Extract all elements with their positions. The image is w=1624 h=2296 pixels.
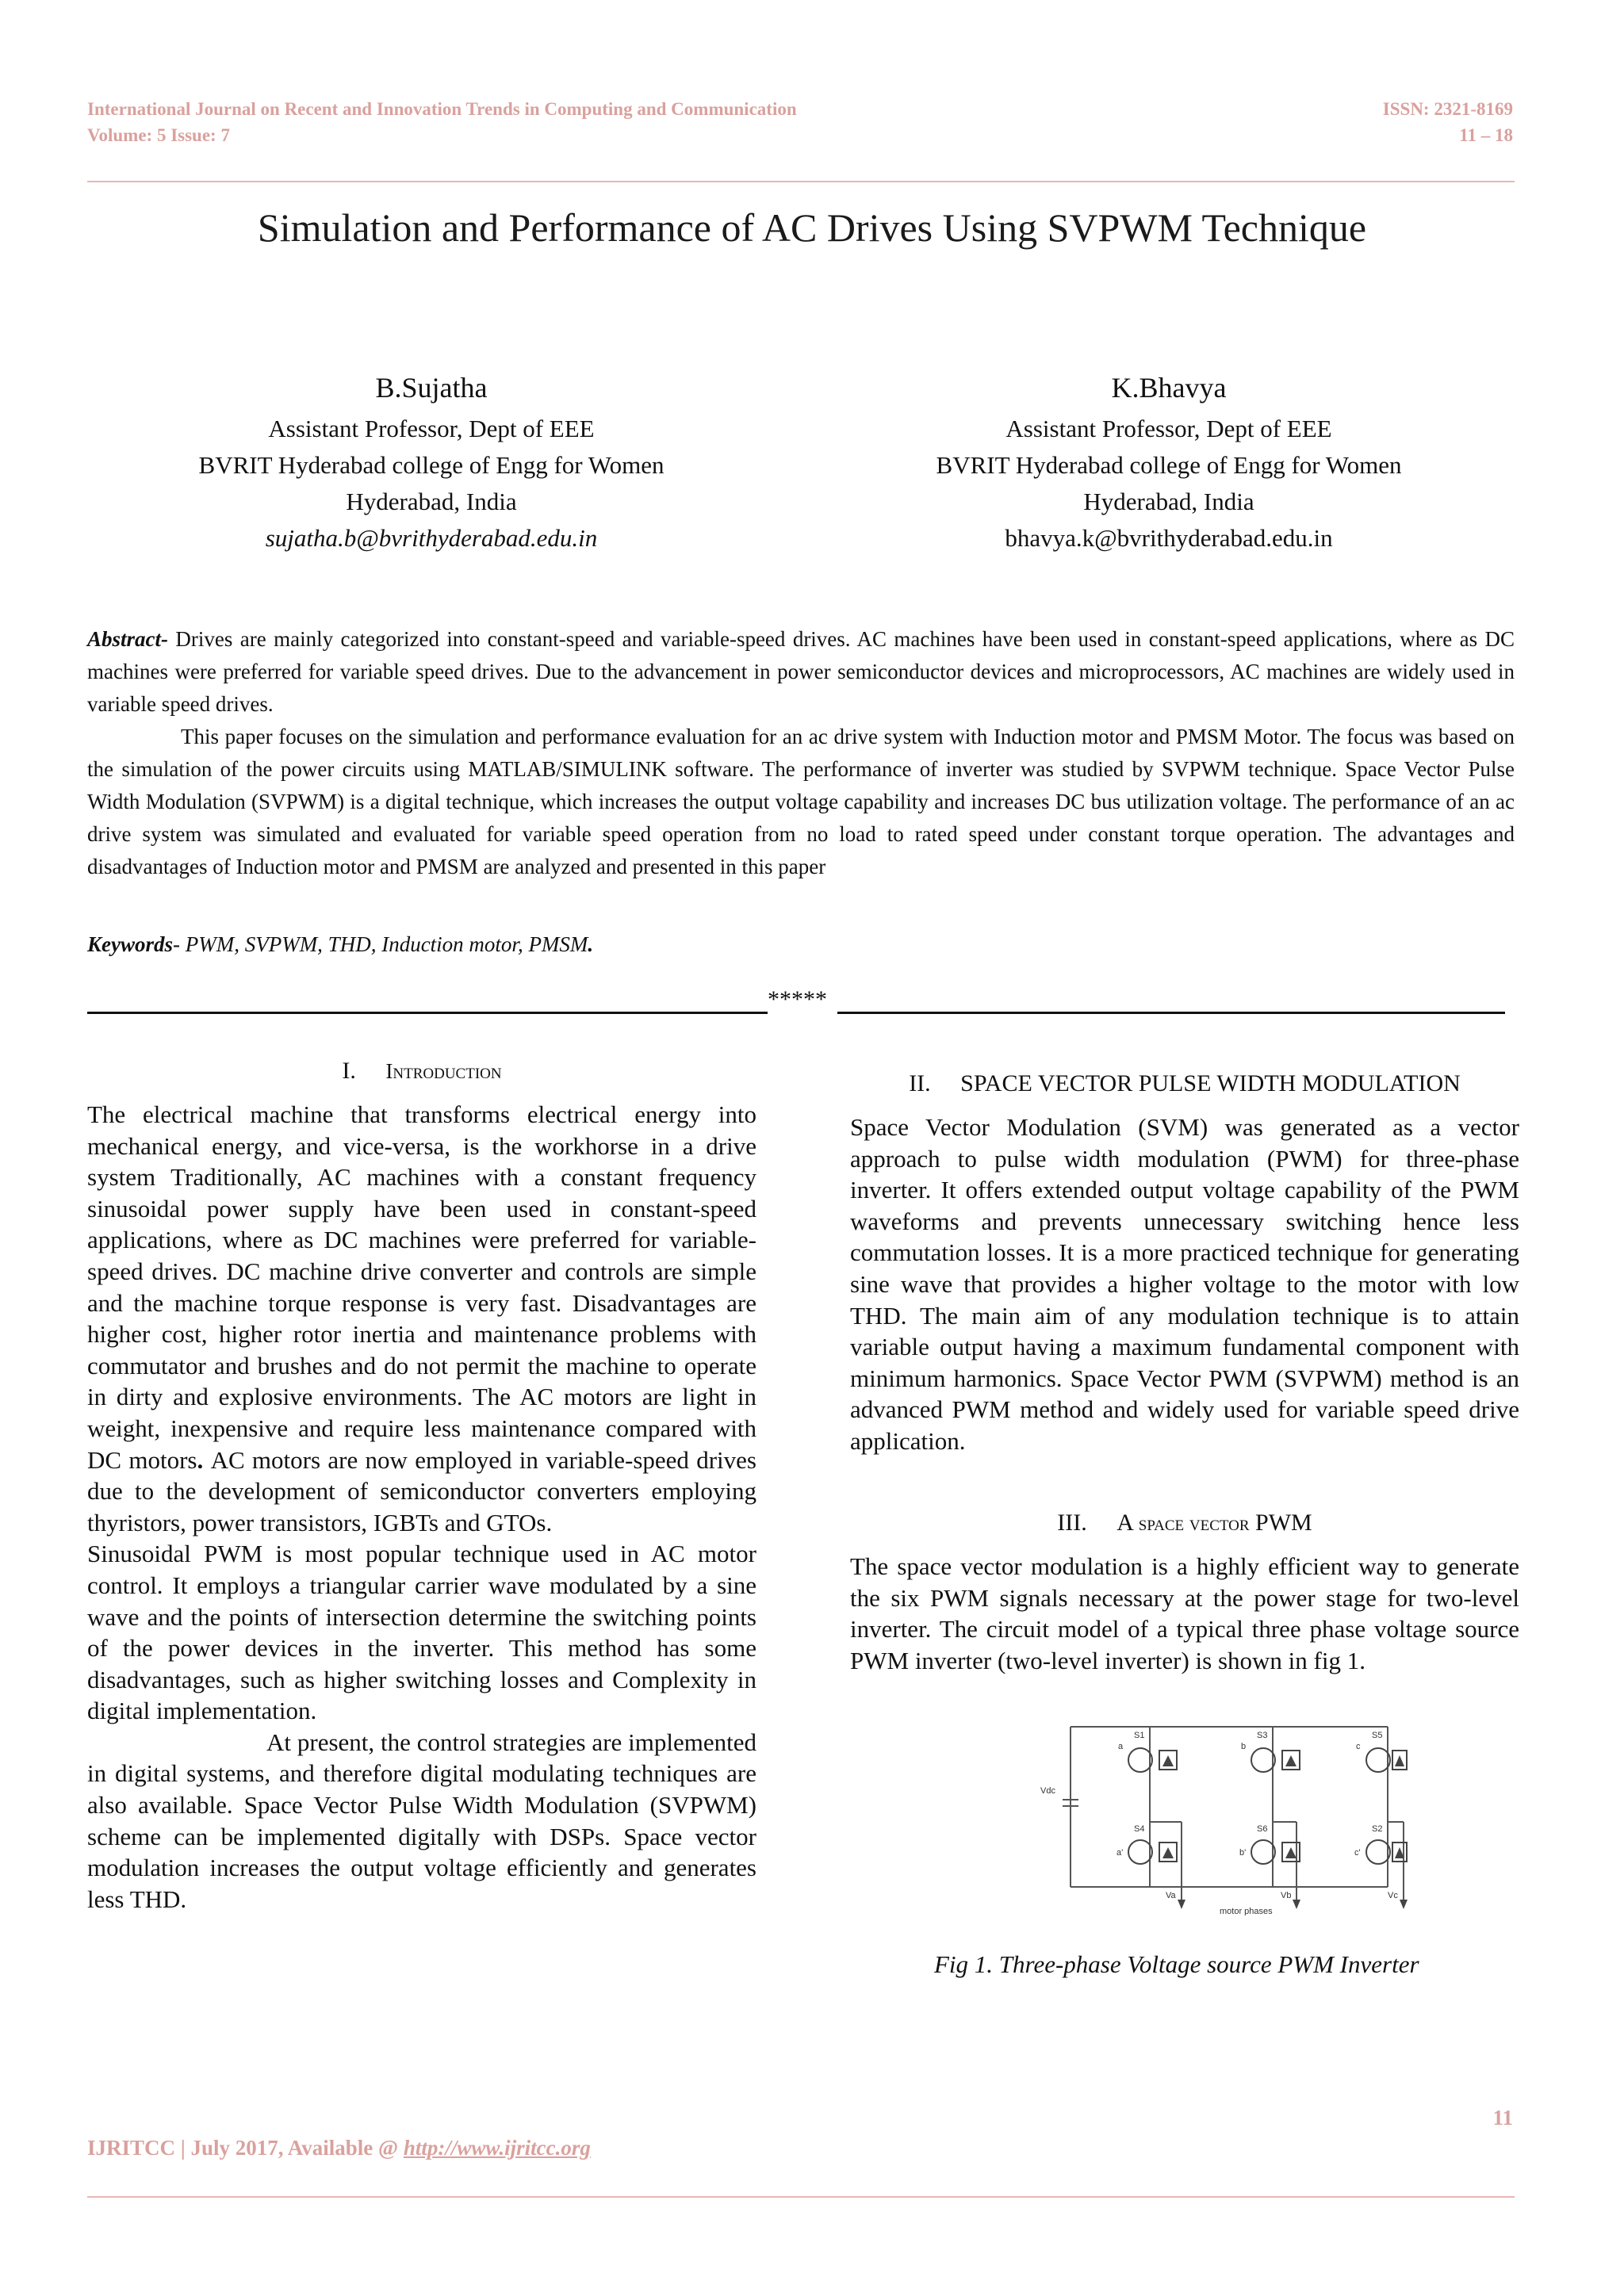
section-heading-space-vector-pwm — [850, 1510, 1519, 1536]
author-affiliation: BVRIT Hyderabad college of Engg for Women — [198, 451, 665, 479]
label-s2: S2 — [1372, 1824, 1383, 1834]
separator-line-left — [87, 1012, 768, 1014]
abstract-paragraph-1 — [87, 623, 1515, 721]
label-s4: S4 — [1134, 1824, 1145, 1834]
label-a-prime: a' — [1116, 1848, 1124, 1858]
intro-paragraph-1 — [87, 1099, 756, 1538]
intro-text-1a: The electrical machine that transforms electrical energy into mechanical energy, and vice-versa, is the workhorse in a drive system Traditionally, AC machines with a constant frequency sinusoidal power supply have been used in constant-speed applications, where as DC machines were preferred for variable-speed drives. DC machine drive converter and controls are simple and the machine torque response is very fast. Disadvantages are higher cost, higher rotor inertia and maintenance problems with commutator and brushes and do not permit the machine to operate in dirty and explosive environments. The AC motors are light in weight, inexpensive and require less maintenance compared with DC motors — [87, 1100, 756, 1474]
introduction-body — [87, 1099, 756, 1915]
label-s1: S1 — [1134, 1731, 1145, 1740]
label-motor-phases: motor phases — [1220, 1907, 1273, 1915]
author-email[interactable]: sujatha.b@bvrithyderabad.edu.in — [265, 524, 598, 552]
author-location: Hyderabad, India — [346, 488, 517, 515]
intro-paragraph-3: At present, the control strategies are implemented in digital systems, and therefore digital modulating techniques are also available. Space Vector Pulse Width Modulation (SVPWM) scheme can be implemented digitally with DSPs. Space vector modulation increases the output voltage efficiently and generates less THD. — [87, 1728, 756, 1913]
section-heading-svpwm — [850, 1070, 1519, 1097]
intro-bold-period: . — [197, 1445, 211, 1474]
label-s5: S5 — [1372, 1731, 1383, 1740]
label-vb: Vb — [1281, 1891, 1292, 1900]
label-a: a — [1118, 1742, 1124, 1751]
keywords-label: Keywords — [87, 932, 173, 956]
label-s6: S6 — [1257, 1824, 1268, 1834]
volume-issue: Volume: 5 Issue: 7 — [87, 125, 230, 145]
author-position: Assistant Professor, Dept of EEE — [1005, 415, 1332, 442]
label-b-prime: b' — [1239, 1848, 1247, 1858]
svpwm-paragraph-1: Space Vector Modulation (SVM) was generated as a vector approach to pulse width modulation (PWM) for three-phase inverter. It offers extended output voltage capability of the PWM waveforms and prevents unnecessary switching hence less commutation losses. It is a more practiced technique for generating sine wave that provides a higher voltage to the motor with low THD. The main aim of any modulation technique is to attain variable output having a maximum fundamental component with minimum harmonics. Space Vector PWM (SVPWM) method is an advanced PWM method and widely used for variable speed drive application. — [850, 1113, 1519, 1455]
author-block-2 — [796, 365, 1542, 557]
author-block-1 — [59, 365, 804, 557]
author-email[interactable]: bhavya.k@bvrithyderabad.edu.in — [1005, 524, 1333, 552]
author-name: B.Sujatha — [375, 372, 488, 404]
footer-rule — [87, 2196, 1515, 2198]
keywords-text: - PWM, SVPWM, THD, Induction motor, PMSM — [173, 932, 588, 956]
abstract-label: Abstract- — [87, 627, 169, 651]
author-affiliation: BVRIT Hyderabad college of Engg for Women — [936, 451, 1402, 479]
label-va: Va — [1166, 1891, 1176, 1900]
page-number: 11 — [1492, 2106, 1513, 2130]
paper-title: Simulation and Performance of AC Drives Using SVPWM Technique — [257, 205, 1367, 250]
space-vector-body — [850, 1551, 1519, 1676]
footer-text — [87, 2136, 591, 2160]
section-title: SPACE VECTOR PULSE WIDTH MODULATION — [960, 1070, 1461, 1096]
section-heading-introduction — [87, 1058, 756, 1085]
inverter-circuit-figure — [1039, 1711, 1411, 1915]
footer-link[interactable]: http://www.ijritcc.org — [403, 2136, 591, 2160]
author-location: Hyderabad, India — [1083, 488, 1254, 515]
section-title: Introduction — [385, 1059, 502, 1083]
abstract — [87, 623, 1515, 883]
section-number: II. — [909, 1070, 931, 1096]
figure-caption: Fig 1. Three-phase Voltage source PWM Inverter — [934, 1950, 1419, 1978]
footer-label: IJRITCC | July 2017, Available @ — [87, 2136, 404, 2160]
label-vc: Vc — [1388, 1891, 1398, 1900]
header-rule — [87, 181, 1515, 182]
label-s3: S3 — [1257, 1731, 1268, 1740]
author-position: Assistant Professor, Dept of EEE — [268, 415, 595, 442]
intro-paragraph-2: Sinusoidal PWM is most popular technique used in AC motor control. It employs a triangular carrier wave modulated by a sine wave and the points of intersection determine the switching points of the power devices in the inverter. This method has some disadvantages, such as higher switching losses and Complexity in digital implementation. — [87, 1540, 756, 1725]
separator-line-right — [837, 1012, 1505, 1014]
page-range: 11 – 18 — [1459, 125, 1513, 145]
intro-text-1c: AC motors are now employed in variable-speed drives due to the development of semiconductor converters employing thyristors, power transistors, IGBTs and GTOs. — [87, 1445, 756, 1536]
abstract-paragraph-2: This paper focuses on the simulation and performance evaluation for an ac drive system with Induction motor and PMSM Motor. The focus was based on the simulation of the power circuits using MATLAB/SIMULINK software. The performance of inverter was studied by SVPWM technique. Space Vector Pulse Width Modulation (SVPWM) is a digital technique, which increases the output voltage capability and increases DC bus utilization voltage. The performance of an ac drive system was simulated and evaluated for variable speed operation from no load to rated speed under constant torque operation. The advantages and disadvantages of Induction motor and PMSM are analyzed and presented in this paper — [87, 725, 1515, 878]
section-title-c: PWM — [1249, 1510, 1312, 1536]
author-name: K.Bhavya — [1111, 372, 1227, 404]
keywords-end: . — [588, 932, 594, 956]
section-number: III. — [1057, 1510, 1087, 1536]
keywords — [87, 932, 593, 957]
section-title-a: A — [1116, 1510, 1139, 1536]
svpwm-body — [850, 1112, 1519, 1457]
section-number: I. — [342, 1058, 356, 1084]
label-c-prime: c' — [1354, 1848, 1361, 1858]
section-title-b: space vector — [1138, 1511, 1250, 1535]
abstract-text-1: Drives are mainly categorized into constant-speed and variable-speed drives. AC machines have been used in constant-speed applications, where as DC machines were preferred for variable speed drives. Due to the advancement in power semiconductor devices and microprocessors, AC machines are widely used in variable speed drives. — [87, 627, 1515, 716]
issn: ISSN: 2321-8169 — [1382, 99, 1513, 119]
space-vector-paragraph-1: The space vector modulation is a highly efficient way to generate the six PWM signals necessary at the power stage for two-level inverter. The circuit model of a typical three phase voltage source PWM inverter (two-level inverter) is shown in fig 1. — [850, 1552, 1519, 1674]
journal-name: International Journal on Recent and Innovation Trends in Computing and Communication — [87, 99, 797, 119]
separator-stars: ***** — [768, 986, 827, 1012]
label-c: c — [1356, 1742, 1361, 1751]
label-vdc: Vdc — [1040, 1786, 1055, 1796]
label-b: b — [1241, 1742, 1247, 1751]
